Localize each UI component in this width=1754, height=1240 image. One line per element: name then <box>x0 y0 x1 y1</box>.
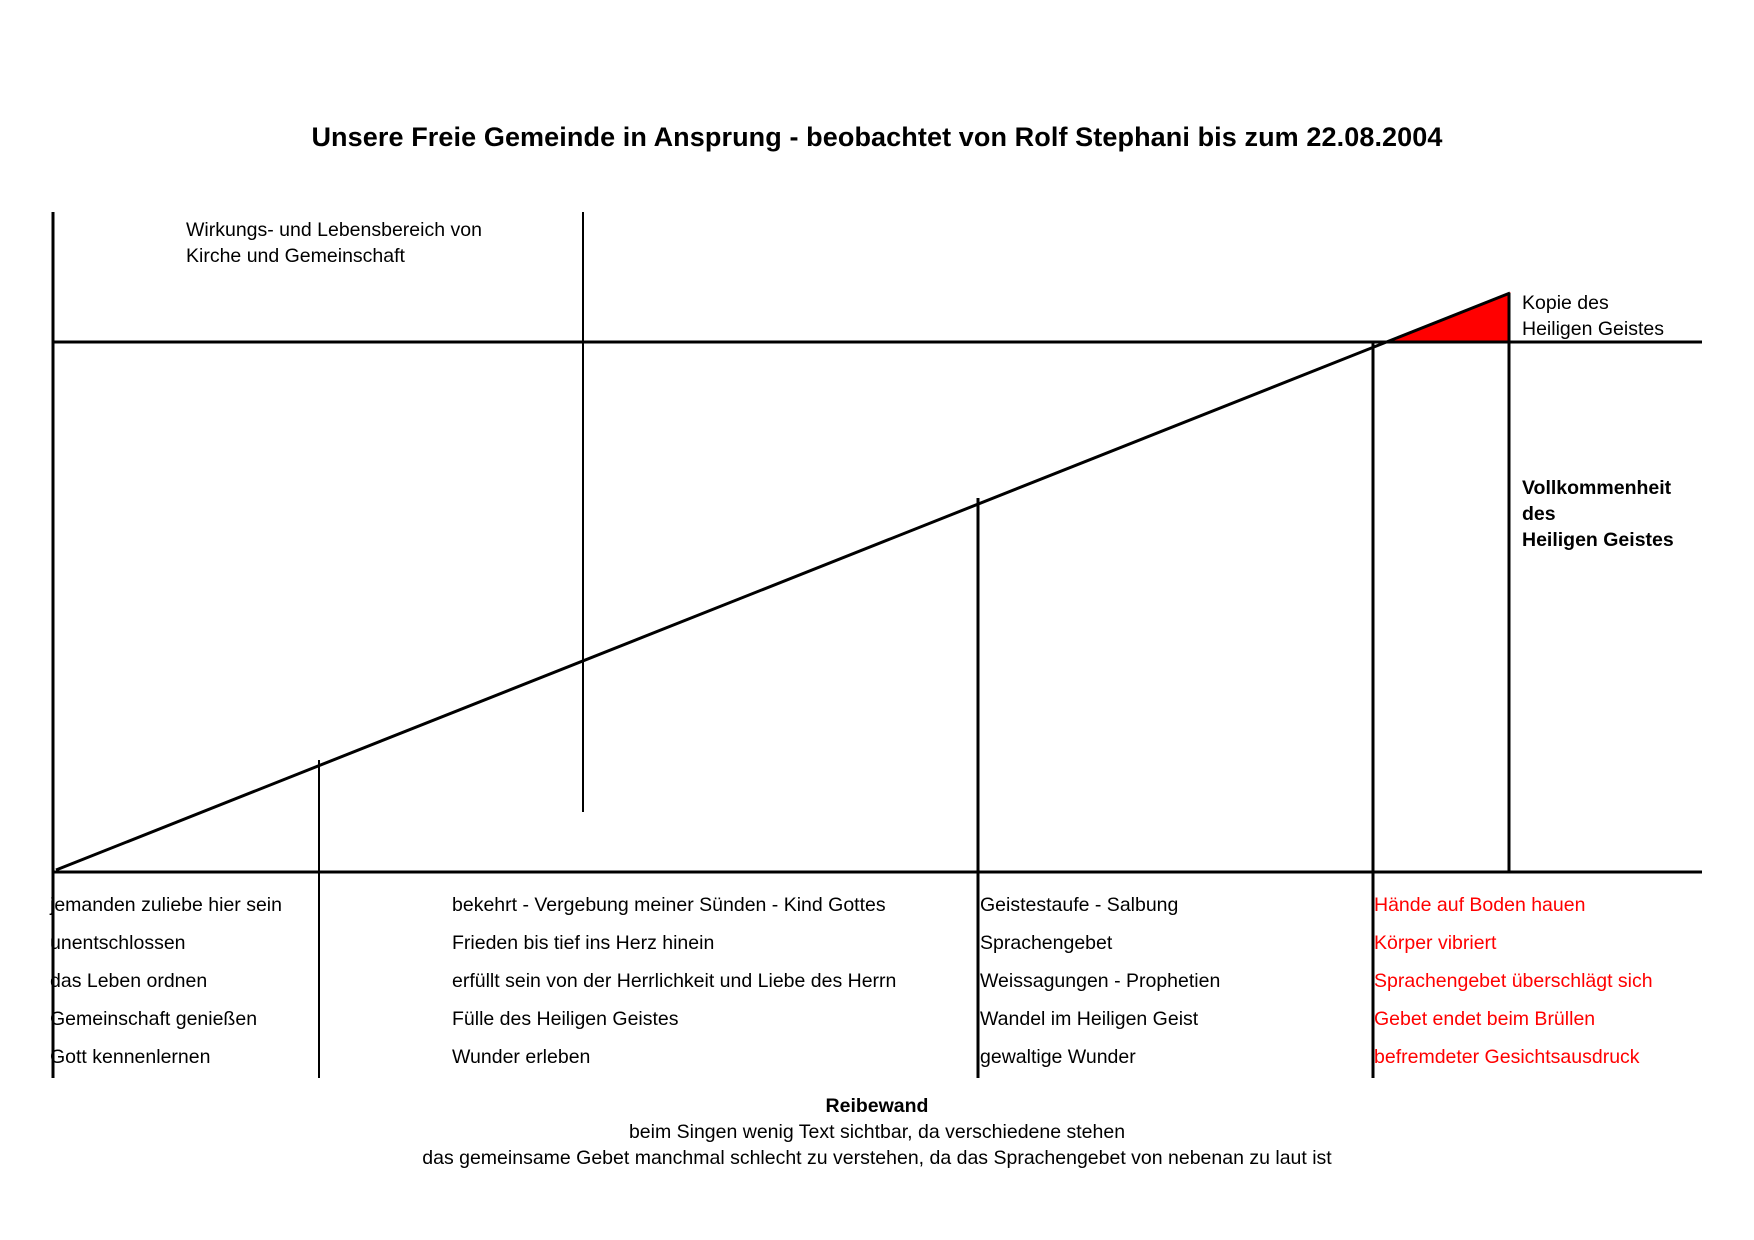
list-item: Wandel im Heiligen Geist <box>980 1008 1199 1030</box>
annotation-kopie-line2: Heiligen Geistes <box>1522 318 1664 340</box>
list-item: Frieden bis tief ins Herz hinein <box>452 932 715 954</box>
list-item: unentschlossen <box>50 932 186 954</box>
list-item: Wunder erleben <box>452 1046 591 1068</box>
list-item: Hände auf Boden hauen <box>1374 894 1586 916</box>
list-item: Gott kennenlernen <box>50 1046 211 1068</box>
list-item: das Leben ordnen <box>50 970 208 992</box>
list-item: Geistestaufe - Salbung <box>980 894 1179 916</box>
annotation-vollkommenheit-line1: Vollkommenheit <box>1522 477 1672 499</box>
page-title: Unsere Freie Gemeinde in Ansprung - beobachtet von Rolf Stephani bis zum 22.08.2004 <box>311 122 1443 152</box>
list-item: jemanden zuliebe hier sein <box>50 894 282 916</box>
diagonal-growth-line <box>56 293 1510 870</box>
column-stufe-4 <box>1374 886 1653 1076</box>
list-item: Gebet endet beim Brüllen <box>1374 1008 1596 1030</box>
footer-title: Reibewand <box>825 1095 929 1117</box>
annotation-kopie-heiliger-geist <box>1522 290 1664 342</box>
annotation-wirkungsbereich-line1: Wirkungs- und Lebensbereich von <box>186 219 482 241</box>
annotation-kopie-line1: Kopie des <box>1522 292 1609 314</box>
footer-line-2: das gemeinsame Gebet manchmal schlecht zu verstehen, da das Sprachengebet von nebenan zu laut ist <box>422 1147 1332 1169</box>
list-item: befremdeter Gesichtsausdruck <box>1374 1046 1640 1068</box>
list-item: Gemeinschaft genießen <box>50 1008 258 1030</box>
list-item: Weissagungen - Prophetien <box>980 970 1221 992</box>
annotation-vollkommenheit <box>1522 475 1674 553</box>
column-stufe-3 <box>980 886 1220 1076</box>
list-item: gewaltige Wunder <box>980 1046 1136 1068</box>
list-item: bekehrt - Vergebung meiner Sünden - Kind Gottes <box>452 894 886 916</box>
footer-line-1: beim Singen wenig Text sichtbar, da verschiedene stehen <box>628 1121 1126 1143</box>
annotation-vollkommenheit-line3: Heiligen Geistes <box>1522 529 1674 551</box>
annotation-wirkungsbereich <box>186 217 482 269</box>
column-stufe-1 <box>50 886 282 1076</box>
footer-note <box>0 1093 1754 1171</box>
list-item: Körper vibriert <box>1374 932 1497 954</box>
list-item: Sprachengebet überschlägt sich <box>1374 970 1653 992</box>
list-item: Fülle des Heiligen Geistes <box>452 1008 679 1030</box>
list-item: Sprachengebet <box>980 932 1113 954</box>
annotation-wirkungsbereich-line2: Kirche und Gemeinschaft <box>186 245 405 267</box>
column-stufe-2 <box>452 886 896 1076</box>
list-item: erfüllt sein von der Herrlichkeit und Liebe des Herrn <box>452 970 897 992</box>
annotation-vollkommenheit-line2: des <box>1522 503 1556 525</box>
